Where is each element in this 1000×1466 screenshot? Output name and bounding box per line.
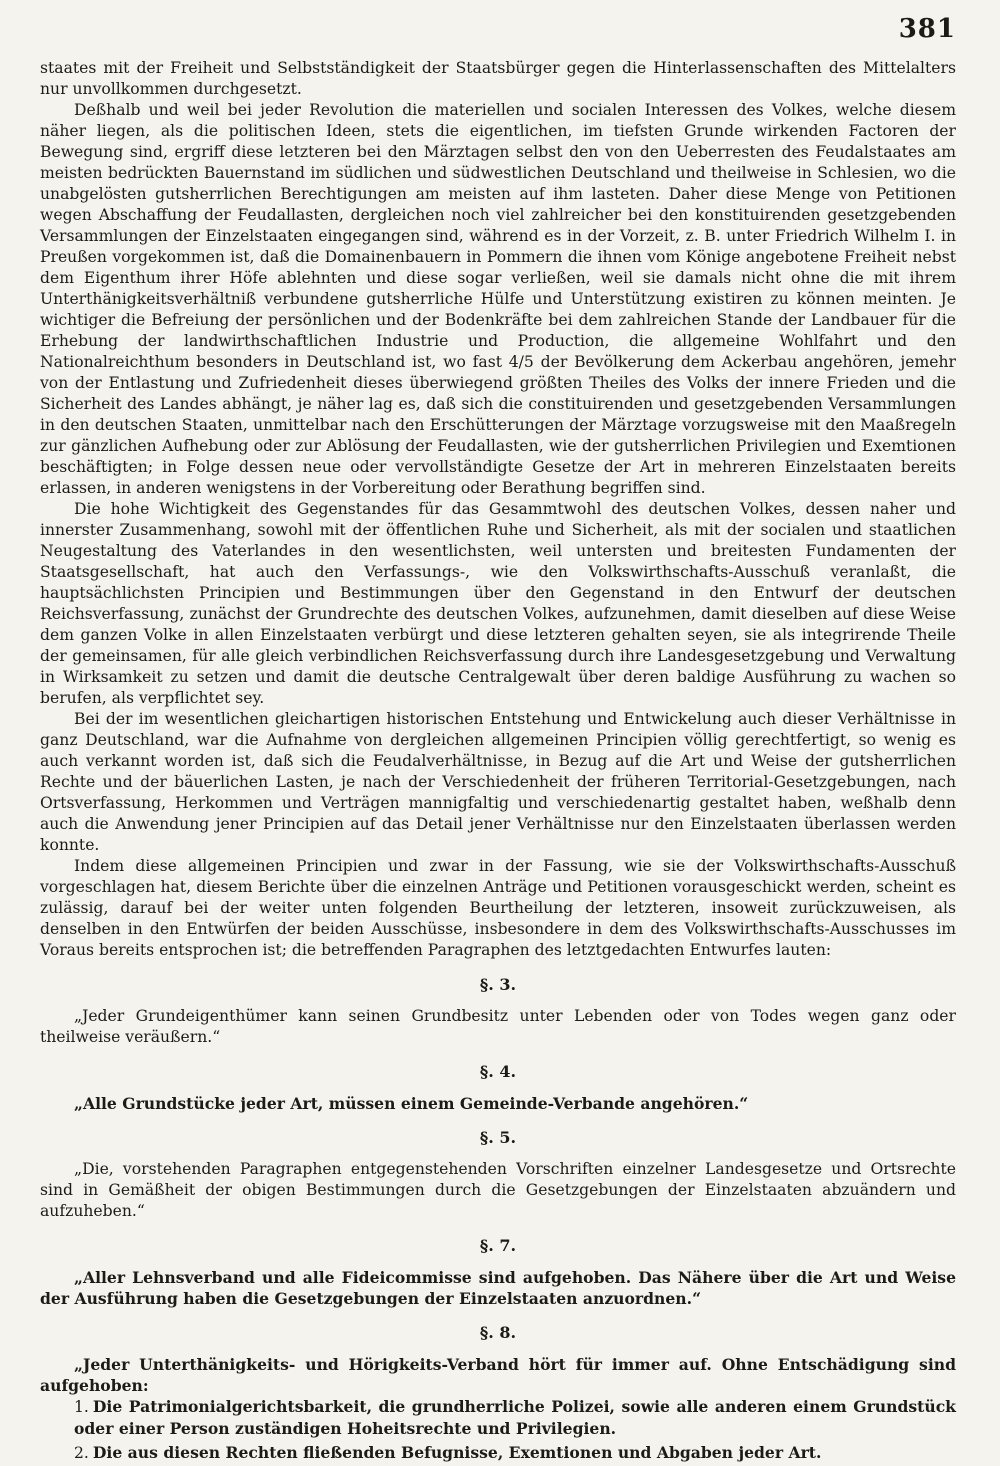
paragraph-4: Bei der im wesentlichen gleichartigen historischen Entstehung und Entwickelung auch dieser Verhältnisse in ganz Deutschland, war die Aufnahme von dergleichen allgemeinen Principien völlig gerechtfertigt, so wenig es auch verkannt worden ist, daß sich die Feudalverhältnisse, in Bezug auf die Art und Weise der gutsherrlichen Rechte und der bäuerlichen Lasten, je nach der Verschiedenheit der früheren Territorial-Gesetzgebungen, nach Ortsverfassung, Herkommen und Verträgen mannigfaltig und verschiedenartig gestaltet haben, weßhalb denn auch die Anwendung jener Principien auf das Detail jener Verhältnisse nur den Einzelstaaten überlassen werden konnte. (40, 710, 956, 854)
list-item-2 (40, 1442, 956, 1464)
paragraph-1: staates mit der Freiheit und Selbstständigkeit der Staatsbürger gegen die Hinterlassenschaften des Mittelalters nur unvollkommen durchgesetzt. (40, 59, 956, 98)
section-text-8: „Jeder Unterthänigkeits- und Hörigkeits-Verband hört für immer auf. Ohne Entschädigung sind aufgehoben: (40, 1355, 956, 1395)
section-heading-7: §. 7. (479, 1236, 517, 1255)
paragraph-2: Deßhalb und weil bei jeder Revolution die materiellen und socialen Interessen des Volkes, welche diesem näher liegen, als die politischen Ideen, stets die eigentlichen, im tiefsten Grunde wirkenden Factoren der Bewegung sind, ergriff diese letzteren bei den Märztagen selbst den von den Ueberresten des Feudalstaates am meisten bedrückten Bauernstand im südlichen und südwestlichen Deutschland und theilweise in Schlesien, wo die unabgelösten gutsherrlichen Berechtigungen am meisten auf ihm lasteten. Daher diese Menge von Petitionen wegen Abschaffung der Feudallasten, dergleichen noch viel zahlreicher bei den konstituirenden gesetzgebenden Versammlungen der Einzelstaaten eingegangen sind, während es in der Vorzeit, z. B. unter Friedrich Wilhelm I. in Preußen vorgekommen ist, daß die Domainenbauern in Pommern die ihnen vom Könige angebotene Freiheit nebst dem Eigenthum ihrer Höfe ablehnten und diese sogar verließen, weil sie damals nicht ohne die mit ihrem Unterthänigkeitsverhältniß verbundene gutsherrliche Hülfe und Unterstützung existiren zu können meinten. Je wichtiger die Befreiung der persönlichen und der Bodenkräfte bei dem zahlreichen Stande der Landbauer für die Erhebung der landwirthschaftlichen Industrie und Production, die allgemeine Wohlfahrt und den Nationalreichthum besonders in Deutschland ist, wo fast 4/5 der Bevölkerung dem Ackerbau angehören, jemehr von der Entlastung und Zufriedenheit dieses überwiegend größten Theiles des Volks der innere Frieden und die Sicherheit des Landes abhängt, je näher lag es, daß sich die constituirenden und gesetzgebenden Versammlungen in den deutschen Staaten, unmittelbar nach den Erschütterungen der Märztage vorzugsweise mit den Maaßregeln zur gänzlichen Aufhebung oder zur Ablösung der Feudallasten, wie der gutsherrlichen Privilegien und Exemtionen beschäftigten; in Folge dessen neue oder vervollständigte Gesetze der Art in mehreren Einzelstaaten bereits erlassen, in anderen wenigstens in der Vorbereitung oder Berathung begriffen sind. (40, 101, 956, 497)
list-item-1 (40, 1396, 956, 1440)
list-item-number: 1. (74, 1398, 89, 1416)
list-item-text: Die aus diesen Rechten fließenden Befugnisse, Exemtionen und Abgaben jeder Art. (92, 1443, 822, 1462)
paragraph-5: Indem diese allgemeinen Principien und zwar in der Fassung, wie sie der Volkswirthschafts-Ausschuß vorgeschlagen hat, diesem Berichte über die einzelnen Anträge und Petitionen vorausgeschickt werden, scheint es zulässig, darauf bei der weiter unten folgenden Beurtheilung der letzteren, insoweit zurückzuweisen, als denselben in den Entwürfen der beiden Ausschüsse, insbesondere in dem des Volkswirthschafts-Ausschusses im Voraus bereits entsprochen ist; die betreffenden Paragraphen des letztgedachten Entwurfes lauten: (40, 857, 956, 959)
section-text-4: „Alle Grundstücke jeder Art, müssen einem Gemeinde-Verbande angehören.“ (74, 1094, 749, 1113)
section-text-3: „Jeder Grundeigenthümer kann seinen Grundbesitz unter Lebenden oder von Todes wegen ganz oder theilweise veräußern.“ (40, 1007, 956, 1046)
document-body (40, 58, 956, 1466)
paragraph-3: Die hohe Wichtigkeit des Gegenstandes für das Gesammtwohl des deutschen Volkes, dessen naher und innerster Zusammenhang, sowohl mit der öffentlichen Ruhe und Sicherheit, als mit der socialen und staatlichen Neugestaltung des Vaterlandes in den wesentlichsten, weil untersten und breitesten Fundamenten der Staatsgesellschaft, hat auch den Verfassungs-, wie den Volkswirthschafts-Ausschuß veranlaßt, die hauptsächlichsten Principien und Bestimmungen über den Gegenstand in den Entwurf der deutschen Reichsverfassung, zunächst der Grundrechte des deutschen Volkes, aufzunehmen, damit dieselben auf diese Weise dem ganzen Volke in allen Einzelstaaten verbürgt und diese letzteren gehalten seyen, sie als integrirende Theile der gemeinsamen, für alle gleich verbindlichen Reichsverfassung durch ihre Landesgesetzgebung und Verwaltung in Wirksamkeit zu setzen und damit die deutsche Centralgewalt über deren baldige Ausführung zu wachen so berufen, als verpflichtet sey. (40, 500, 956, 707)
section-text-5: „Die, vorstehenden Paragraphen entgegenstehenden Vorschriften einzelner Landesgesetze und Ortsrechte sind in Gemäßheit der obigen Bestimmungen durch die Gesetzgebungen der Einzelstaaten abzuändern und aufzuheben.“ (40, 1160, 956, 1220)
list-item-number: 2. (74, 1444, 89, 1462)
section-heading-8: §. 8. (479, 1323, 517, 1342)
section-heading-5: §. 5. (479, 1128, 517, 1147)
page-number: 381 (898, 14, 956, 44)
section-heading-4: §. 4. (479, 1062, 517, 1081)
section-text-7: „Aller Lehnsverband und alle Fideicommisse sind aufgehoben. Das Nähere über die Art und Weise der Ausführung haben die Gesetzgebungen der Einzelstaaten anzuordnen.“ (40, 1268, 956, 1308)
list-item-text: Die Patrimonialgerichtsbarkeit, die grundherrliche Polizei, sowie alle anderen einem Grundstück oder einer Person zuständigen Hoheitsrechte und Privilegien. (74, 1397, 956, 1438)
section-heading-3: §. 3. (479, 975, 517, 994)
